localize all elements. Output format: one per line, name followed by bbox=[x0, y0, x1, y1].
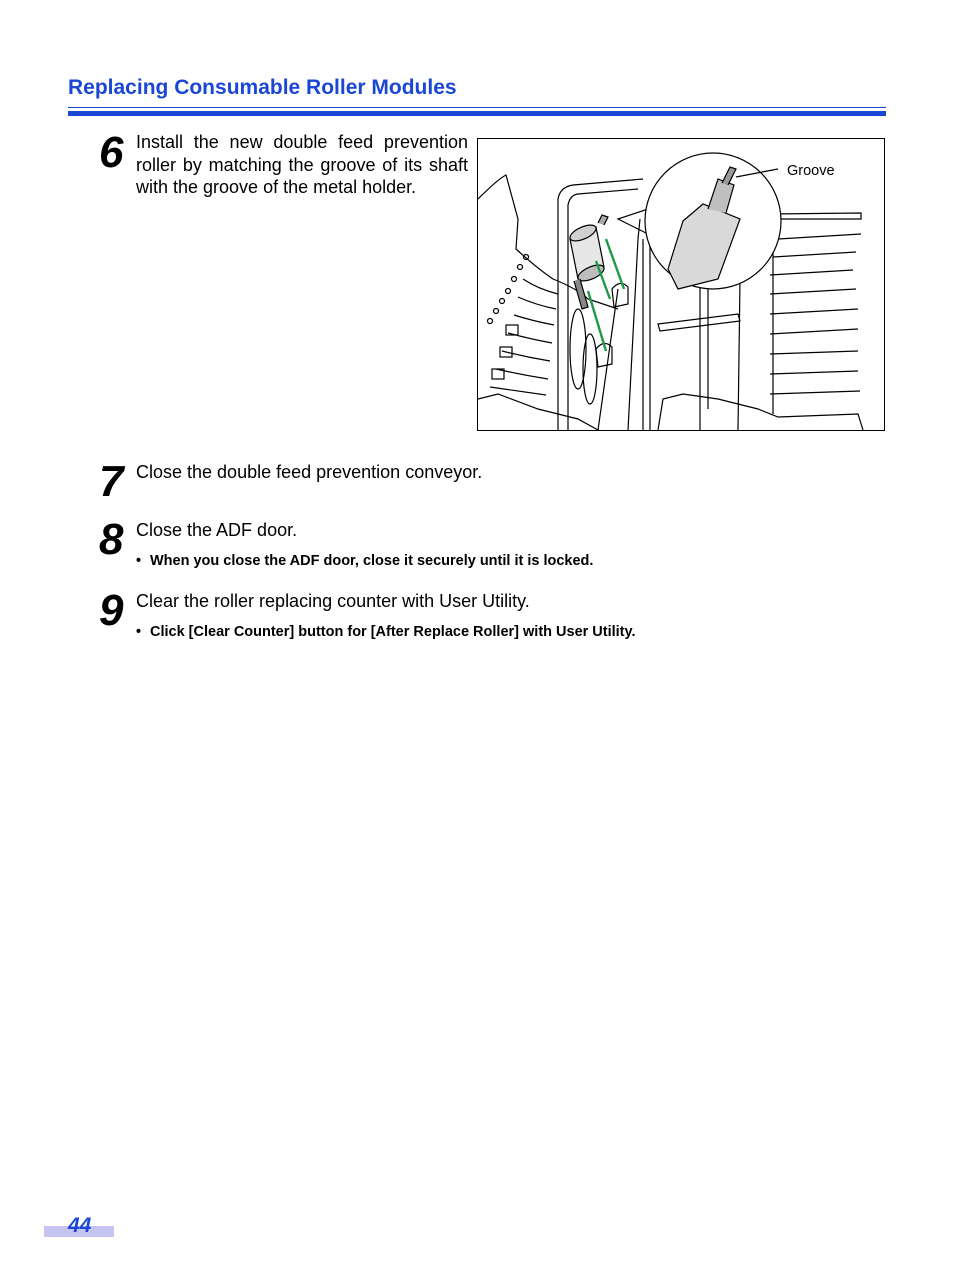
step-7-text: Close the double feed prevention conveyor. bbox=[136, 462, 483, 482]
roller-installation-illustration bbox=[477, 138, 885, 431]
step-6-number: 6 bbox=[99, 128, 124, 177]
step-8-number: 8 bbox=[99, 515, 124, 564]
step-6-text: Install the new double feed prevention roller by matching the groove of its shaft with the groove of the metal holder. bbox=[136, 132, 468, 197]
bullet-icon: • bbox=[136, 553, 142, 569]
step-9-number: 9 bbox=[99, 586, 124, 635]
step-7-number: 7 bbox=[99, 457, 124, 506]
step-8-note bbox=[136, 553, 593, 569]
header-rule-thick bbox=[68, 111, 886, 116]
bullet-icon: • bbox=[136, 624, 142, 640]
step-8-note-text: When you close the ADF door, close it securely until it is locked. bbox=[150, 553, 594, 569]
section-title: Replacing Consumable Roller Modules bbox=[68, 76, 457, 99]
step-8-text: Close the ADF door. bbox=[136, 520, 298, 540]
page-number: 44 bbox=[68, 1214, 92, 1237]
step-9-note bbox=[136, 624, 636, 640]
step-9-note-text: Click [Clear Counter] button for [After Replace Roller] with User Utility. bbox=[150, 624, 636, 640]
header-rule-thin bbox=[68, 107, 886, 108]
step-9-text: Clear the roller replacing counter with User Utility. bbox=[136, 591, 530, 611]
groove-callout-label: Groove bbox=[787, 163, 835, 179]
